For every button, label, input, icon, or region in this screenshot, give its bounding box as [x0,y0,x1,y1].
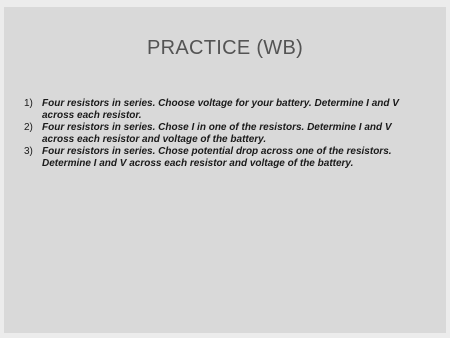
item-number: 3) [24,146,33,157]
item-number: 1) [24,98,33,109]
slide-title: PRACTICE (WB) [146,37,304,59]
practice-list [24,98,424,170]
item-text: Four resistors in series. Choose voltage for your battery. Determine I and V across each resistor. [42,98,399,121]
item-text: Four resistors in series. Chose I in one of the resistors. Determine I and V across each resistor and voltage of the battery. [42,122,392,145]
item-number: 2) [24,122,33,133]
list-item [24,98,424,122]
list-item [24,122,424,146]
item-text: Four resistors in series. Chose potential drop across one of the resistors. Determine I and V across each resistor and voltage of the battery. [42,146,392,169]
list-item [24,146,424,170]
slide [4,7,446,333]
